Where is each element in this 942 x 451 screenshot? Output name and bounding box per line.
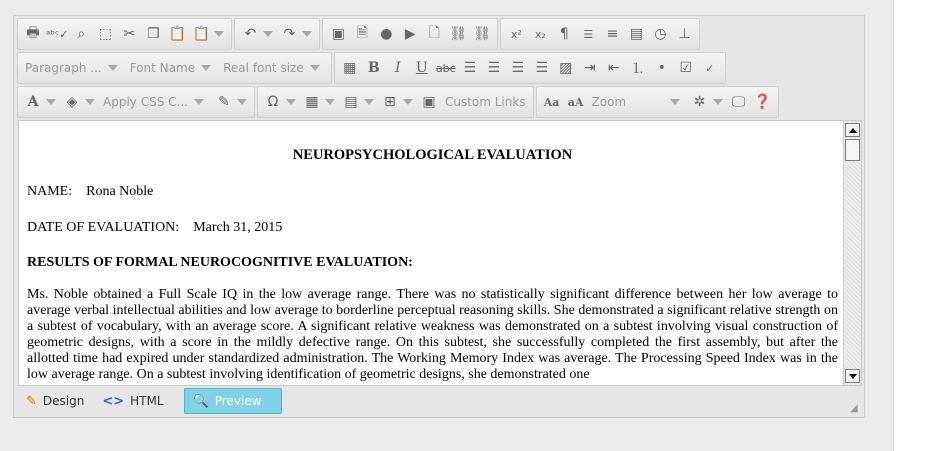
- redo-dropdown-arrow[interactable]: [302, 31, 312, 37]
- chevron-down-icon: [310, 65, 320, 71]
- table-icon[interactable]: ▦: [305, 94, 319, 110]
- link-icon[interactable]: ⛓: [449, 26, 468, 42]
- special-chars-dropdown-arrow[interactable]: [286, 99, 296, 105]
- font-name-dropdown[interactable]: [126, 57, 219, 79]
- italic-button[interactable]: I: [394, 60, 401, 76]
- numbered-list-icon[interactable]: ⒈: [630, 61, 645, 77]
- insert-box-icon[interactable]: ⊞: [384, 94, 396, 110]
- toolbar-group-clipboard: [17, 18, 232, 50]
- snippet-dropdown-arrow[interactable]: [364, 99, 374, 105]
- paragraph-dropdown[interactable]: [21, 57, 126, 79]
- section-heading: RESULTS OF FORMAL NEUROCOGNITIVE EVALUATION:: [27, 255, 413, 270]
- vertical-scrollbar[interactable]: [843, 121, 861, 385]
- toolbar-group-fonts: [17, 52, 332, 84]
- chevron-down-icon: [194, 99, 204, 105]
- form-icon[interactable]: ▤: [629, 26, 643, 42]
- font-size-dropdown[interactable]: [219, 57, 328, 79]
- rich-text-editor: [13, 15, 865, 418]
- underline-button[interactable]: U: [415, 60, 428, 76]
- toolbar-group-view: [536, 86, 779, 118]
- insert-special-icon[interactable]: ⊥: [678, 26, 691, 42]
- strikethrough-button[interactable]: abc: [435, 61, 456, 75]
- toolbar-row-2: [17, 52, 728, 84]
- table-dropdown-arrow[interactable]: [325, 99, 335, 105]
- template-icon[interactable]: 🗋: [428, 25, 440, 41]
- mode-bar: [18, 387, 862, 415]
- name-line: [27, 184, 838, 200]
- design-mode-tab[interactable]: [18, 388, 94, 414]
- image-icon[interactable]: ▣: [331, 26, 345, 42]
- zoom-dropdown[interactable]: [588, 91, 688, 113]
- flash-icon[interactable]: ●: [380, 26, 393, 42]
- outdent-icon[interactable]: ⇤: [607, 60, 620, 76]
- bullet-list-icon[interactable]: •: [657, 60, 666, 76]
- full-screen-icon[interactable]: 🖵: [731, 94, 746, 110]
- date-label: DATE OF EVALUATION:: [27, 220, 180, 235]
- resize-grip-icon[interactable]: ◢: [850, 403, 858, 414]
- find-icon[interactable]: ⌕: [77, 26, 86, 42]
- superscript-icon[interactable]: x²: [510, 27, 522, 41]
- name-value: Rona Noble: [86, 184, 154, 199]
- spell-abc-icon[interactable]: ☰: [583, 27, 594, 41]
- toolbar-group-insert: [322, 18, 498, 50]
- insert-box-dropdown-arrow[interactable]: [403, 99, 413, 105]
- pencil-icon: ✎: [26, 393, 37, 409]
- font-name-dropdown-label: Font Name: [129, 61, 196, 75]
- html-mode-tab[interactable]: [94, 388, 173, 414]
- paragraph-dropdown-label: Paragraph ...: [25, 61, 102, 75]
- align-right-icon[interactable]: ☰: [511, 60, 525, 76]
- subscript-icon[interactable]: x₂: [534, 27, 546, 41]
- redo-icon[interactable]: ↷: [283, 26, 296, 42]
- document-body: [27, 121, 838, 383]
- document-manager-icon[interactable]: 🗎: [356, 25, 368, 41]
- toolbar-group-colors: [17, 86, 255, 118]
- paste-special-icon[interactable]: 📋: [192, 26, 211, 42]
- chevron-down-icon: [670, 99, 680, 105]
- snippet-icon[interactable]: ▤: [344, 94, 358, 110]
- font-size-dropdown-label: Real font size: [223, 61, 304, 75]
- help-icon[interactable]: ❓: [753, 94, 772, 110]
- editor-content-area[interactable]: [18, 120, 862, 386]
- modules-icon[interactable]: ✲: [693, 94, 706, 110]
- css-class-dropdown-label: Apply CSS C...: [103, 95, 188, 109]
- scroll-down-button[interactable]: [845, 369, 860, 383]
- back-color-dropdown-arrow[interactable]: [85, 99, 95, 105]
- toolbar-group-history: [234, 18, 320, 50]
- results-paragraph: Ms. Noble obtained a Full Scale IQ in the low average range. There was no statistically significant difference between her low average to average verbal intellectual abilities and low average to borderline perceptual reasoning skills. She demonstrated a significant relative strength on a subtest of vocabulary, with an average score. A significant relative weakness was demonstrated on a subtest involving visual construction of geometric designs, with a score in the mildly defective range. On this subtest, she successfully completed the first assembly, but after the allotted time had expired under standardized administration. The Working Memory Index was average. The Processing Speed Index was in the low average range. On a subtest involving identification of geometric designs, she demonstrated one: [27, 287, 838, 382]
- convert-upper-button[interactable]: Aa: [543, 95, 560, 109]
- undo-icon[interactable]: ↶: [244, 26, 257, 42]
- date-value: March 31, 2015: [193, 220, 283, 235]
- undo-dropdown-arrow[interactable]: [263, 31, 273, 37]
- format-stripper-dropdown-arrow[interactable]: [237, 99, 247, 105]
- magnifier-icon: 🔍: [192, 393, 209, 409]
- custom-links-dropdown[interactable]: [441, 91, 530, 113]
- paste-icon[interactable]: 📋: [168, 26, 187, 42]
- print-icon[interactable]: 🖶: [26, 25, 40, 41]
- special-chars-button[interactable]: Ω: [267, 94, 279, 110]
- paragraph-mark-icon[interactable]: ¶: [559, 26, 569, 42]
- remove-alignment-icon[interactable]: ▨: [559, 60, 573, 76]
- css-class-dropdown[interactable]: [99, 91, 212, 113]
- design-mode-label: Design: [42, 394, 85, 408]
- time-icon[interactable]: ◷: [654, 26, 667, 42]
- preview-mode-tab[interactable]: [184, 388, 283, 414]
- toolbar-row-1: [17, 18, 702, 50]
- media-icon[interactable]: ▶: [404, 26, 416, 42]
- chevron-down-icon: [201, 65, 211, 71]
- fore-color-dropdown-arrow[interactable]: [46, 99, 56, 105]
- html-mode-label: HTML: [130, 394, 164, 408]
- copy-icon[interactable]: ❐: [147, 26, 160, 42]
- format-painter-icon[interactable]: ▦: [343, 60, 357, 76]
- format-stripper-icon[interactable]: ✎: [218, 94, 230, 110]
- custom-links-dropdown-label: Custom Links: [444, 95, 526, 109]
- fore-color-button[interactable]: A: [27, 94, 39, 110]
- modules-dropdown-arrow[interactable]: [713, 99, 723, 105]
- bold-button[interactable]: B: [367, 60, 380, 76]
- paste-dropdown-arrow[interactable]: [214, 31, 224, 37]
- unlink-icon[interactable]: ⛓: [473, 26, 492, 42]
- back-color-icon[interactable]: ◈: [66, 94, 78, 110]
- document-title: NEUROPSYCHOLOGICAL EVALUATION: [292, 147, 573, 163]
- accessibility-check-icon[interactable]: ✓: [705, 61, 715, 75]
- image-map-icon[interactable]: ▣: [422, 94, 436, 110]
- code-icon: <>: [102, 393, 125, 409]
- horizontal-rule-icon[interactable]: ≡: [606, 26, 619, 42]
- toolbar-row-3: [17, 86, 781, 118]
- convert-lower-button[interactable]: aA: [567, 95, 584, 109]
- cut-icon[interactable]: ✂: [123, 26, 136, 42]
- preview-mode-label: Preview: [214, 394, 262, 408]
- checkbox-icon[interactable]: ☑: [679, 60, 693, 76]
- toolbar-group-format: [500, 18, 700, 50]
- date-line: [27, 220, 838, 236]
- justify-icon[interactable]: ☰: [535, 60, 549, 76]
- align-center-icon[interactable]: ☰: [487, 60, 501, 76]
- indent-icon[interactable]: ⇥: [583, 60, 596, 76]
- scroll-thumb[interactable]: [845, 139, 860, 161]
- spellcheck-icon[interactable]: ᵃᵇᶜ✓: [46, 27, 69, 41]
- zoom-dropdown-label: Zoom: [591, 95, 627, 109]
- select-all-icon[interactable]: ⬚: [98, 26, 112, 42]
- toolbar-group-tables: [257, 86, 534, 118]
- toolbar-group-text-style: [334, 52, 726, 84]
- name-label: NAME:: [27, 184, 73, 199]
- chevron-down-icon: [108, 65, 118, 71]
- align-left-icon[interactable]: ☰: [463, 60, 477, 76]
- scroll-up-button[interactable]: [845, 123, 860, 137]
